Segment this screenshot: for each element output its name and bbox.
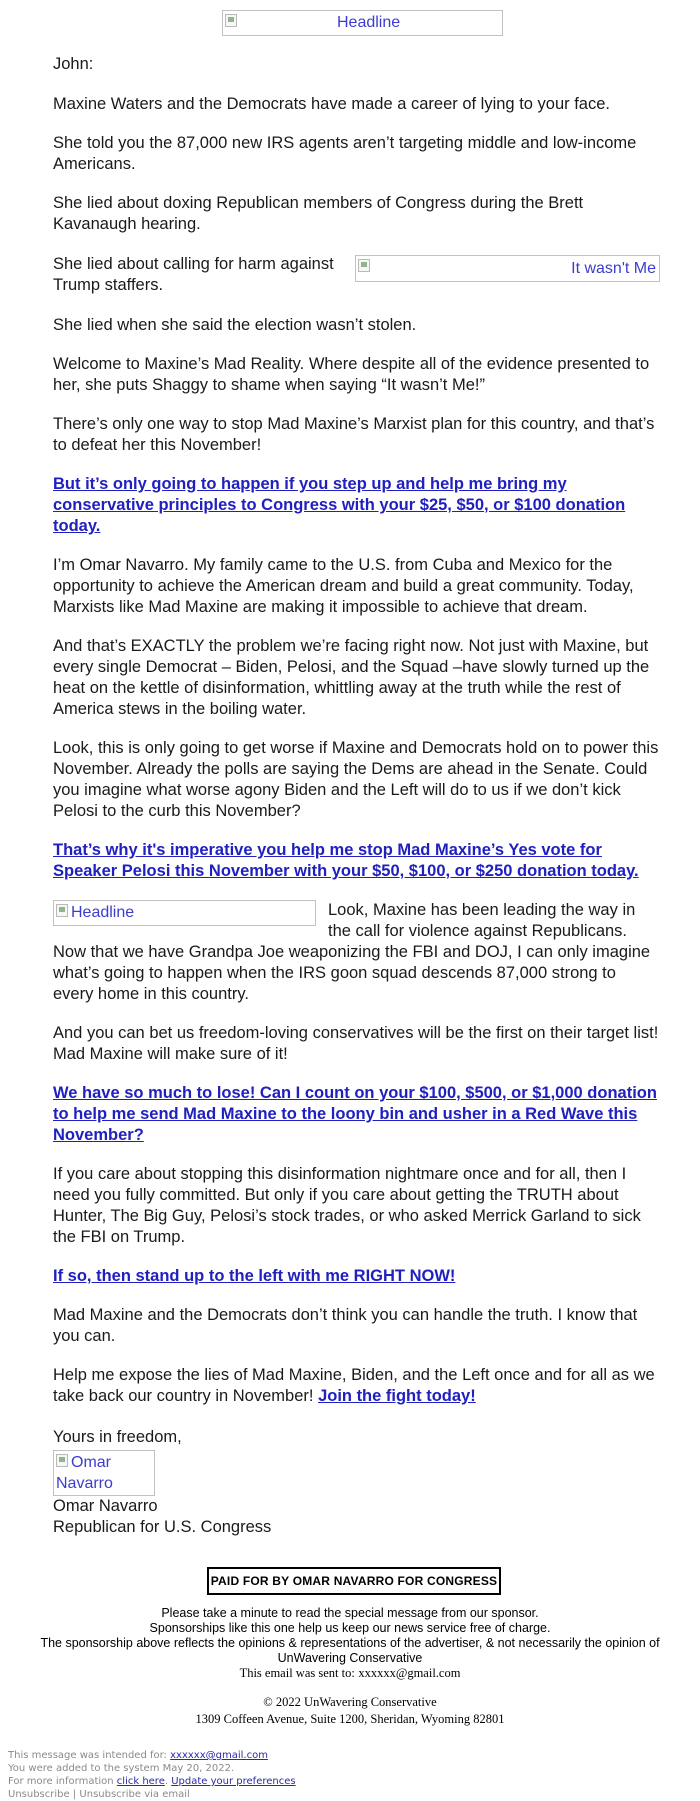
paragraph: If you care about stopping this disinformation nightmare once and for all, then I need you fully committed. But only if you care about getting the TRUTH about Hunter, The Big Guy, Pelosi’s stock trades, or who asked Merrick Garland to sick the FBI on Trump. bbox=[53, 1165, 641, 1246]
paragraph: She lied about calling for harm against Trump staffers. bbox=[53, 255, 334, 294]
more-info-label: For more information bbox=[8, 1776, 114, 1787]
broken-image-icon bbox=[225, 14, 237, 27]
inline-image-wrap bbox=[355, 255, 660, 282]
fine-print bbox=[8, 1749, 608, 1801]
donate-link-1[interactable] bbox=[53, 474, 660, 537]
more-info-line: For more information click here. Update your preferences bbox=[8, 1776, 296, 1787]
paragraph-with-link bbox=[53, 1365, 660, 1407]
paragraph: And you can bet us freedom-loving conservatives will be the first on their target list! Mad Maxine will make sure of it! bbox=[53, 1024, 659, 1063]
paragraph: Mad Maxine and the Democrats don’t think you can handle the truth. I know that you can. bbox=[53, 1306, 638, 1345]
paragraph: Look, this is only going to get worse if Maxine and Democrats hold on to power this November. Already the polls are saying the Dems are ahead in the Senate. Could you imagine what worse agony Biden and the Left will do to us if we don’t kick Pelosi to the curb this November? bbox=[53, 739, 659, 820]
sponsor-notice bbox=[30, 1606, 670, 1681]
update-preferences-link[interactable]: Update your preferences bbox=[171, 1776, 296, 1787]
closing: Yours in freedom, bbox=[53, 1428, 182, 1446]
copyright: © 2022 UnWavering Conservative bbox=[263, 1695, 437, 1709]
broken-image-icon bbox=[56, 904, 68, 917]
signer-title: Republican for U.S. Congress bbox=[53, 1518, 272, 1536]
donate-link-4[interactable] bbox=[53, 1266, 660, 1287]
header-image[interactable] bbox=[222, 10, 503, 36]
join-fight-link[interactable]: Join the fight today! bbox=[318, 1387, 476, 1405]
salutation: John: bbox=[53, 55, 94, 73]
sponsor-line-1: Please take a minute to read the special message from our sponsor. bbox=[161, 1606, 539, 1620]
donate-link-text[interactable]: That’s why it's imperative you help me stop Mad Maxine’s Yes vote for Speaker Pelosi this November with your $50, $100, or $250 donation today. bbox=[53, 841, 639, 880]
donate-link-text[interactable]: We have so much to lose! Can I count on your $100, $500, or $1,000 donation to help me send Mad Maxine to the loony bin and usher in a Red Wave this November? bbox=[53, 1084, 657, 1144]
paragraph: There’s only one way to stop Mad Maxine’s Marxist plan for this country, and that’s to defeat her this November! bbox=[53, 415, 655, 454]
paragraph: She told you the 87,000 new IRS agents aren’t targeting middle and low-income Americans. bbox=[53, 134, 637, 173]
click-here-link[interactable]: click here bbox=[116, 1776, 165, 1787]
second-image-wrap bbox=[53, 900, 316, 926]
paragraph: And that’s EXACTLY the problem we’re facing right now. Not just with Maxine, but every single Democrat – Biden, Pelosi, and the Squad –have slowly turned up the heat on the kettle of disinformation, whittling away at the truth while the rest of America stews in the boiling water. bbox=[53, 637, 650, 718]
unsubscribe-email-link[interactable]: Unsubscribe via email bbox=[79, 1789, 190, 1800]
paragraph: She lied about doxing Republican members of Congress during the Brett Kavanaugh hearing. bbox=[53, 194, 584, 233]
sent-to-line bbox=[30, 1666, 670, 1681]
paragraph: Look, Maxine has been leading the way in the call for violence against Republicans. Now that we have Grandpa Joe weaponizing the FBI and DOJ, I can only imagine what’s going to happen when the IRS goon squad descends 87,000 strong to every home in this country. bbox=[53, 901, 651, 1003]
sent-to-label: This email was sent to: bbox=[239, 1666, 355, 1680]
separator: | bbox=[72, 1789, 77, 1800]
sponsor-line-3: The sponsorship above reflects the opinions & representations of the advertiser, & not necessarily the opinion of UnWavering Conservative bbox=[40, 1636, 660, 1665]
its-not-me-image[interactable] bbox=[355, 255, 660, 282]
email-body bbox=[53, 54, 660, 1538]
donate-link-text[interactable]: If so, then stand up to the left with me RIGHT NOW! bbox=[53, 1267, 456, 1285]
paragraph: Welcome to Maxine’s Mad Reality. Where despite all of the evidence presented to her, she puts Shaggy to shame when saying “It wasn’t Me!” bbox=[53, 355, 650, 394]
paragraph: I’m Omar Navarro. My family came to the U.S. from Cuba and Mexico for the opportunity to achieve the American dream and build a great community. Today, Marxists like Mad Maxine are making it impossible to achieve that dream. bbox=[53, 556, 634, 616]
sent-to-email: xxxxxx@gmail.com bbox=[358, 1666, 461, 1680]
donate-link-text[interactable]: But it’s only going to happen if you step up and help me bring my conservative principles to Congress with your $25, $50, or $100 donation today. bbox=[53, 475, 626, 535]
intended-email-link[interactable]: xxxxxx@gmail.com bbox=[170, 1750, 268, 1761]
broken-image-icon bbox=[358, 259, 370, 272]
signer-name: Omar Navarro bbox=[53, 1497, 158, 1515]
intended-line bbox=[8, 1749, 608, 1762]
paragraph: She lied when she said the election wasn’t stolen. bbox=[53, 316, 417, 334]
second-headline-image[interactable] bbox=[53, 900, 316, 926]
inline-image-alt: It wasn't Me bbox=[571, 260, 656, 277]
paid-for-box: PAID FOR BY OMAR NAVARRO FOR CONGRESS bbox=[207, 1567, 501, 1595]
donate-link-3[interactable] bbox=[53, 1083, 660, 1146]
unsubscribe-link[interactable]: Unsubscribe bbox=[8, 1789, 70, 1800]
intended-label: This message was intended for: bbox=[8, 1750, 167, 1761]
signature-image[interactable] bbox=[53, 1450, 155, 1496]
paragraph: Maxine Waters and the Democrats have made a career of lying to your face. bbox=[53, 95, 610, 113]
unsubscribe-line bbox=[8, 1788, 608, 1801]
second-image-alt: Headline bbox=[71, 904, 135, 921]
header-image-alt: Headline bbox=[337, 14, 401, 31]
paragraph-text: Help me expose the lies of Mad Maxine, Biden, and the Left once and for all as we take back our country in November! bbox=[53, 1366, 655, 1405]
address: 1309 Coffeen Avenue, Suite 1200, Sheridan, Wyoming 82801 bbox=[195, 1712, 505, 1726]
donate-link-2[interactable] bbox=[53, 840, 660, 882]
footer-address bbox=[0, 1694, 700, 1728]
added-line: You were added to the system May 20, 2022. bbox=[8, 1763, 235, 1774]
signature-image-alt: Omar Navarro bbox=[56, 1454, 113, 1492]
sponsor-line-2: Sponsorships like this one help us keep our news service free of charge. bbox=[149, 1621, 551, 1635]
